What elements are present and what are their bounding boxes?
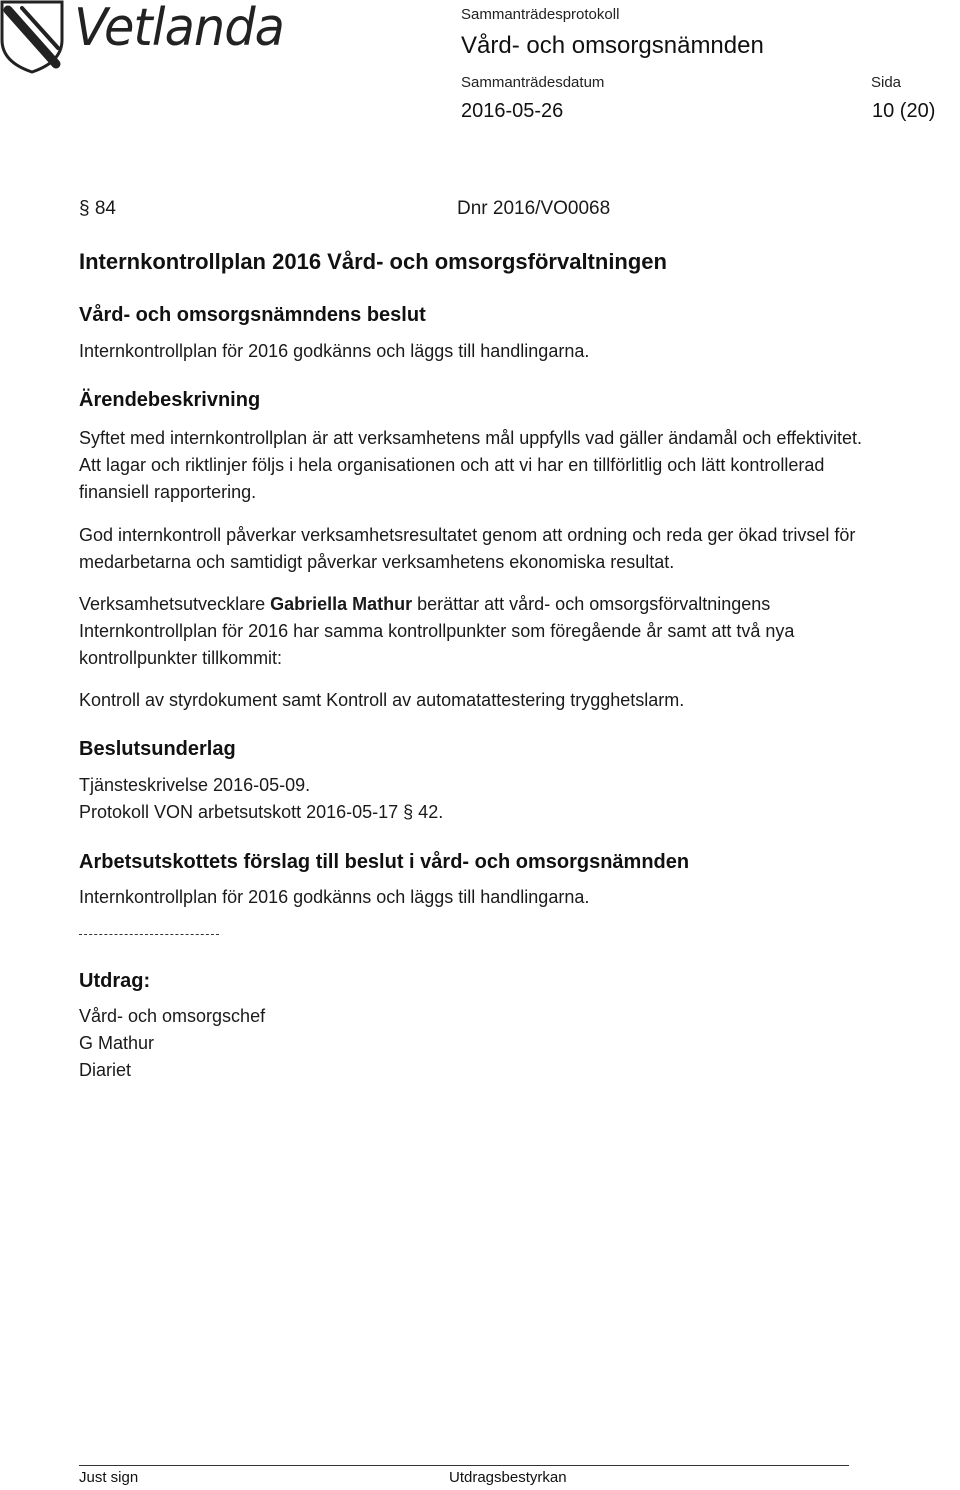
- dnr-number: Dnr 2016/VO0068: [457, 198, 611, 219]
- protocol-label: Sammanträdesprotokoll: [461, 6, 620, 23]
- logo-wordmark: Vetlanda: [74, 0, 285, 58]
- footer-rule: [79, 1465, 849, 1466]
- case-title: Internkontrollplan 2016 Vård- och omsorgsförvaltningen: [79, 249, 667, 274]
- basis-line-2: Protokoll VON arbetsutskott 2016-05-17 § 42.: [79, 802, 444, 822]
- signature-label: Just sign: [79, 1469, 139, 1486]
- meeting-date: 2016-05-26: [461, 100, 564, 122]
- extract-heading: Utdrag:: [79, 970, 151, 992]
- separator-line: [79, 934, 219, 935]
- proposal-heading: Arbetsutskottets förslag till beslut i vård- och omsorgsnämnden: [79, 851, 690, 873]
- page-number: 10 (20): [872, 100, 936, 122]
- decision-text: Internkontrollplan för 2016 godkänns och läggs till handlingarna.: [79, 341, 590, 361]
- person-name: Gabriella Mathur: [270, 594, 413, 614]
- basis-line-1: Tjänsteskrivelse 2016-05-09.: [79, 775, 311, 795]
- committee-name: Vård- och omsorgsnämnden: [461, 32, 764, 59]
- recipient-item: Vård- och omsorgschef: [79, 1006, 266, 1026]
- decision-heading: Vård- och omsorgsnämndens beslut: [79, 304, 426, 326]
- basis-heading: Beslutsunderlag: [79, 738, 236, 760]
- description-heading: Ärendebeskrivning: [79, 389, 261, 411]
- description-paragraph-1: Syftet med internkontrollplan är att verksamhetens mål uppfylls vad gäller ändamål och effektivitet. Att lagar och riktlinjer följs i hela organisationen och att vi har en tillförlitlig och lätt kontrollerad finansiell rapportering.: [79, 428, 863, 502]
- description-paragraph-2: God internkontroll påverkar verksamhetsresultatet genom att ordning och reda ger ökad trivsel för medarbetarna och samtidigt påverkar verksamhetens ekonomiska resultat.: [79, 525, 856, 572]
- description-paragraph-3: [79, 591, 879, 672]
- p3-rest: berättar att vård- och omsorgsförvaltningens Internkontrollplan för 2016 har samma kontrollpunkter som föregående år samt att två nya kontrollpunkter tillkommit:: [79, 594, 795, 668]
- paragraph-number: § 84: [79, 198, 116, 219]
- p3-intro: Verksamhetsutvecklare: [79, 594, 271, 614]
- verification-label: Utdragsbestyrkan: [449, 1469, 567, 1486]
- date-label: Sammanträdesdatum: [461, 74, 605, 91]
- recipient-item: Diariet: [79, 1060, 132, 1080]
- proposal-text: Internkontrollplan för 2016 godkänns och läggs till handlingarna.: [79, 887, 590, 907]
- description-paragraph-4: Kontroll av styrdokument samt Kontroll av automatattestering trygghetslarm.: [79, 690, 685, 710]
- vetlanda-logo-shield-icon: [0, 0, 64, 74]
- recipient-item: G Mathur: [79, 1033, 155, 1053]
- page-label: Sida: [871, 74, 902, 91]
